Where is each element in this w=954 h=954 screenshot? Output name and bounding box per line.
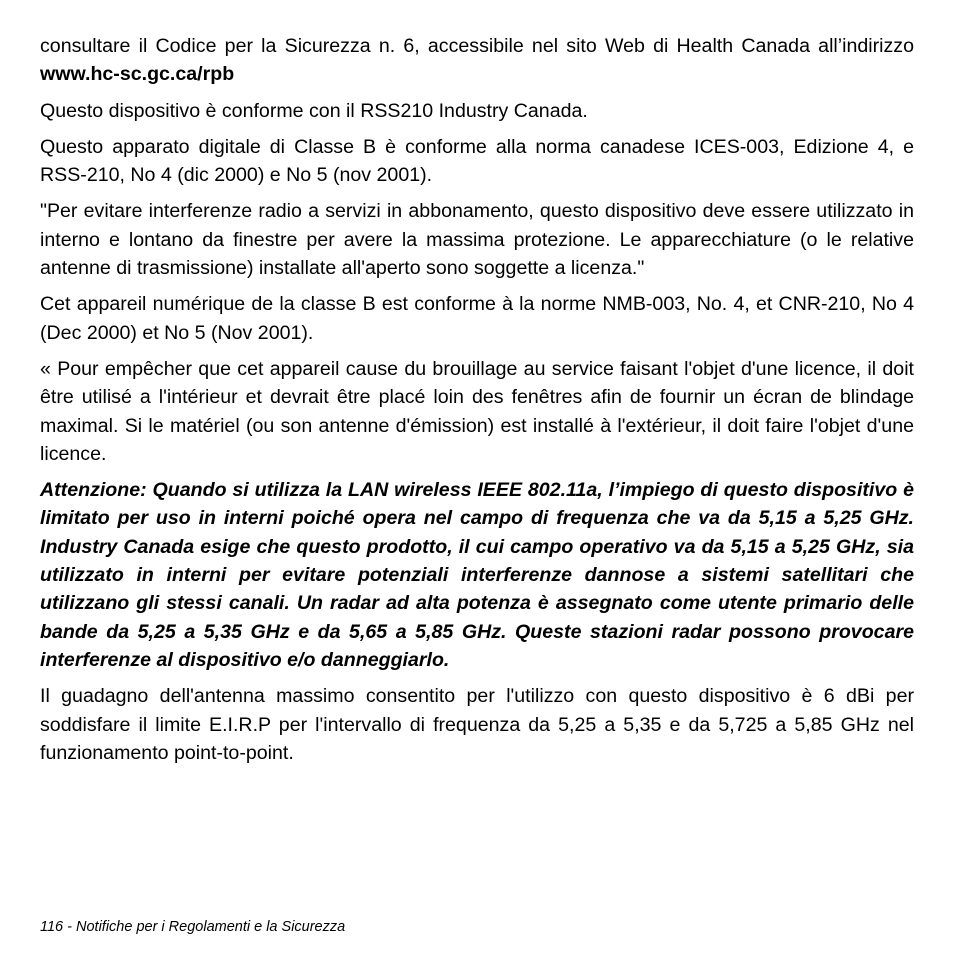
page-footer: 116 - Notifiche per i Regolamenti e la Sicurezza [40, 919, 346, 935]
paragraph-safety-code [40, 32, 914, 89]
paragraph-attention-warning: Attenzione: Quando si utilizza la LAN wireless IEEE 802.11a, l’impiego di questo dispositivo è limitato per uso in interni poiché opera nel campo di frequenza che va da 5,15 a 5,25 GHz. Industry Canada esige che questo prodotto, il cui campo operativo va da 5,15 a 5,25 GHz, sia utilizzato in interni per evitare potenziali interferenze dannose a sistemi satellitari che utilizzano gli stessi canali. Un radar ad alta potenza è assegnato come utente primario delle bande da 5,25 a 5,35 GHz e da 5,65 a 5,85 GHz. Queste stazioni radar possono provocare interferenze al dispositivo e/o danneggiarlo. [40, 479, 914, 671]
paragraph-antenna-gain: Il guadagno dell'antenna massimo consentito per l'utilizzo con questo dispositivo è 6 dBi per soddisfare il limite E.I.R.P per l'intervallo di frequenza da 5,25 a 5,35 e da 5,725 a 5,85 GHz nel funzionamento point-to-point. [40, 685, 914, 764]
paragraph-class-b-ices: Questo apparato digitale di Classe B è conforme alla norma canadese ICES-003, Edizione 4, e RSS-210, No 4 (dic 2000) e No 5 (nov 2001). [40, 135, 914, 187]
health-canada-url: www.hc-sc.gc.ca/rpb [40, 63, 235, 86]
paragraph-interference-fr: « Pour empêcher que cet appareil cause du brouillage au service faisant l'objet d'une licence, il doit être utilisé a l'intérieur et devrait être placé loin des fenêtres afin de fournir un écran de blindage maximal. Si le matériel (ou son antenne d'émission) est installé à l'extérieur, il doit faire l'objet d'une licence. [40, 357, 914, 465]
paragraph-class-b-nmb: Cet appareil numérique de la classe B est conforme à la norme NMB-003, No. 4, et CNR-210, No 4 (Dec 2000) et No 5 (Nov 2001). [40, 293, 914, 344]
paragraph-rss210: Questo dispositivo è conforme con il RSS210 Industry Canada. [40, 99, 588, 122]
paragraph-interference-it: "Per evitare interferenze radio a servizi in abbonamento, questo dispositivo deve essere utilizzato in interno e lontano da finestre per avere la massima protezione. Le apparecchiature (o le relative antenne di trasmissione) installate all'aperto sono soggette a licenza." [40, 200, 914, 280]
paragraph-safety-code-text: consultare il Codice per la Sicurezza n. 6, accessibile nel sito Web di Health Canada all’indirizzo [40, 35, 914, 57]
document-body [40, 32, 914, 775]
